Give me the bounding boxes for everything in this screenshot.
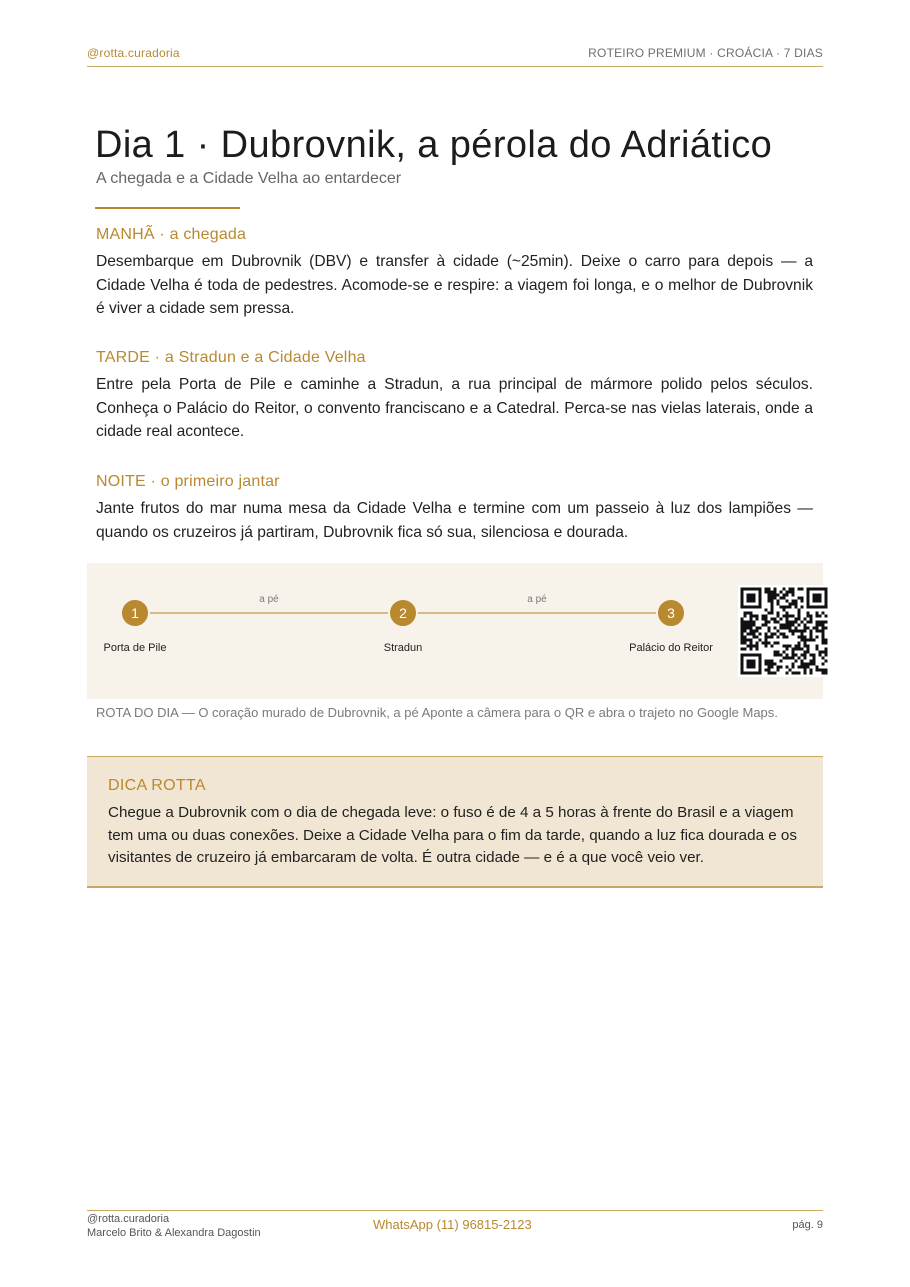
route-stop-number: 3	[667, 605, 675, 621]
section-afternoon-heading: TARDE · a Stradun e a Cidade Velha	[96, 349, 366, 366]
footer-divider	[87, 1210, 823, 1211]
page-title: Dia 1 · Dubrovnik, a pérola do Adriático	[95, 124, 773, 166]
route-leg-label: a pé	[259, 594, 279, 605]
qr-code-icon	[738, 585, 830, 677]
tip-text: Chegue a Dubrovnik com o dia de chegada leve: o fuso é de 4 a 5 horas à frente do Brasil e a viagem tem uma ou duas conexões. Deixe a Cidade Velha para o fim da tarde, quando a luz fica dourada e os visitantes de cruzeiro já embarcaram de volta. É outra cidade — e é a que você veio ver.	[108, 804, 797, 866]
section-afternoon-text: Entre pela Porta de Pile e caminhe a Stradun, a rua principal de mármore polido pelos séculos. Conheça o Palácio do Reitor, o convento franciscano e a Catedral. Perca-se nas vielas laterais, onde a cidade real acontece.	[96, 376, 813, 440]
header-divider	[87, 66, 823, 67]
section-morning-heading: MANHÃ · a chegada	[96, 226, 247, 243]
route-stop-number: 2	[399, 605, 407, 621]
section-morning-text: Desembarque em Dubrovnik (DBV) e transfer à cidade (~25min). Deixe o carro para depois — a Cidade Velha é toda de pedestres. Acomode-se e respire: a viagem foi longa, e o melhor de Dubrovnik é viver a cidade sem pressa.	[96, 253, 813, 317]
header-doc-label: ROTEIRO PREMIUM · CROÁCIA · 7 DIAS	[588, 46, 823, 60]
route-stop-name: Porta de Pile	[103, 642, 167, 654]
tip-heading: DICA ROTTA	[108, 777, 206, 794]
header-brand: @rotta.curadoria	[87, 46, 180, 60]
route-leg-label: a pé	[527, 594, 547, 605]
section-night-text: Jante frutos do mar numa mesa da Cidade Velha e termine com um passeio à luz dos lampiões — quando os cruzeiros já partiram, Dubrovnik fica só sua, silenciosa e dourada.	[96, 500, 813, 541]
footer-whatsapp-link[interactable]: WhatsApp (11) 96815-2123	[373, 1217, 532, 1232]
footer-brand: @rotta.curadoria	[87, 1213, 170, 1225]
route-caption: ROTA DO DIA — O coração murado de Dubrovnik, a pé Aponte a câmera para o QR e abra o trajeto no Google Maps.	[96, 705, 778, 720]
qr-code[interactable]	[738, 585, 830, 677]
route-diagram	[87, 563, 823, 699]
section-night-heading: NOITE · o primeiro jantar	[96, 473, 280, 490]
route-stop-name: Palácio do Reitor	[629, 642, 713, 654]
route-stop-number: 1	[131, 605, 139, 621]
footer-page-number: pág. 9	[792, 1219, 823, 1231]
title-accent-rule	[95, 207, 240, 209]
page-subtitle: A chegada e a Cidade Velha ao entardecer	[96, 170, 402, 187]
route-panel	[87, 563, 823, 699]
footer-authors: Marcelo Brito & Alexandra Dagostin	[87, 1227, 261, 1239]
route-stop-name: Stradun	[383, 642, 423, 654]
tip-box	[87, 756, 823, 888]
